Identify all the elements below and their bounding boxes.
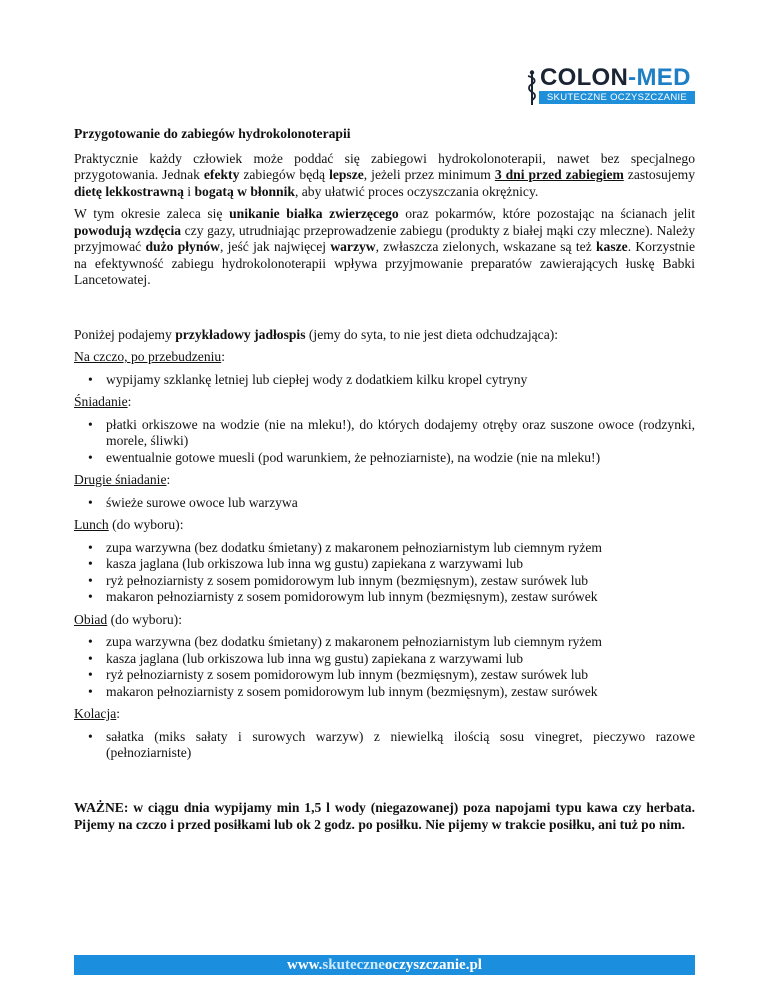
section-dinner (74, 612, 695, 701)
section-heading: Na czczo, po przebudzeniu: (74, 349, 225, 364)
section-lunch (74, 517, 695, 606)
section-heading: Kolacja: (74, 706, 121, 721)
section-breakfast (74, 394, 695, 466)
section-second-breakfast (74, 472, 695, 511)
list-item: • wypijamy szklankę letniej lub ciepłej wody z dodatkiem kilku kropel cytryny (74, 372, 695, 389)
intro-paragraph-2: W tym okresie zaleca się unikanie białka zwierzęcego oraz pokarmów, które pozostając na ścianach jelit powodują wzdęcia czy gazy, utrudniając przeprowadzenie zabiegu (produkty z białej mąki czy mleczne). Należy przyjmować dużo płynów, jeść jak najwięcej warzyw, zwłaszcza zielonych, wskazane są też kasze. Korzystnie na efektywność zabiegu hydrokolonoterapii wpływa przyjmowanie preparatów zawierających łuskę Babki Lancetowatej. (74, 206, 696, 287)
section-list (74, 540, 695, 606)
list-item: • sałatka (miks sałaty i surowych warzyw) z niewielką ilością sosu vinegret, pieczywo razowe (pełnoziarniste) (74, 729, 695, 762)
section-heading: Lunch (do wyboru): (74, 517, 184, 532)
section-list (74, 417, 695, 467)
section-heading: Śniadanie: (74, 394, 132, 409)
list-item: • kasza jaglana (lub orkiszowa lub inna wg gustu) zapiekana z warzywami lub (74, 556, 695, 573)
logo (525, 66, 695, 106)
list-item: • świeże surowe owoce lub warzywa (74, 495, 695, 512)
section-heading: Obiad (do wyboru): (74, 611, 182, 627)
section-heading: Drugie śniadanie: (74, 472, 171, 487)
list-item: • makaron pełnoziarnisty z sosem pomidorowym lub innym (bezmięsnym), zestaw surówek (74, 589, 695, 606)
logo-tagline: SKUTECZNE OCZYSZCZANIE (539, 91, 695, 104)
section-supper (74, 706, 695, 762)
list-item: • ryż pełnoziarnisty z sosem pomidorowym lub innym (bezmięsnym), zestaw surówek lub (74, 573, 695, 590)
important-note: WAŻNE: w ciągu dnia wypijamy min 1,5 l wody (niegazowanej) poza napojami typu kawa czy herbata. Pijemy na czczo i przed posiłkami lub ok 2 godz. po posiłku. Nie pijemy w trakcie posiłku, ani tuż po nim. (74, 800, 695, 832)
intro-paragraph-1: Praktycznie każdy człowiek może poddać się zabiegowi hydrokolonoterapii, nawet bez specjalnego przygotowania. Jednak efekty zabiegów będą lepsze, jeżeli przez minimum 3 dni przed zabiegiem zastosujemy dietę lekkostrawną i bogatą w błonnik, aby ułatwić proces oczyszczania okrężnicy. (74, 150, 695, 199)
section-list (74, 372, 695, 389)
list-item: • ewentualnie gotowe muesli (pod warunkiem, że pełnoziarniste), na wodzie (nie na mleku!) (74, 450, 695, 467)
list-item: • płatki orkiszowe na wodzie (nie na mleku!), do których dodajemy otręby oraz suszone owoce (rodzynki, morele, śliwki) (74, 417, 695, 450)
menu-intro: Poniżej podajemy przykładowy jadłospis (jemy do syta, to nie jest dieta odchudzająca): (74, 326, 559, 342)
section-list (74, 634, 695, 700)
list-item: • kasza jaglana (lub orkiszowa lub inna wg gustu) zapiekana z warzywami lub (74, 651, 695, 668)
list-item: • zupa warzywna (bez dodatku śmietany) z makaronem pełnoziarnistym lub ciemnym ryżem (74, 634, 695, 651)
list-item: • zupa warzywna (bez dodatku śmietany) z makaronem pełnoziarnistym lub ciemnym ryżem (74, 540, 695, 557)
section-fasting (74, 349, 695, 388)
section-list (74, 729, 695, 762)
list-item: • makaron pełnoziarnisty z sosem pomidorowym lub innym (bezmięsnym), zestaw surówek (74, 684, 695, 701)
list-item: • ryż pełnoziarnisty z sosem pomidorowym lub innym (bezmięsnym), zestaw surówek lub (74, 667, 695, 684)
page-title: Przygotowanie do zabiegów hydrokolonoterapii (74, 126, 351, 141)
footer-link[interactable]: www.skuteczneoczyszczanie.pl (74, 955, 695, 975)
caduceus-icon (525, 70, 539, 106)
document-body (74, 126, 695, 768)
section-list (74, 495, 695, 512)
logo-wordmark: COLON-MED (540, 64, 691, 91)
